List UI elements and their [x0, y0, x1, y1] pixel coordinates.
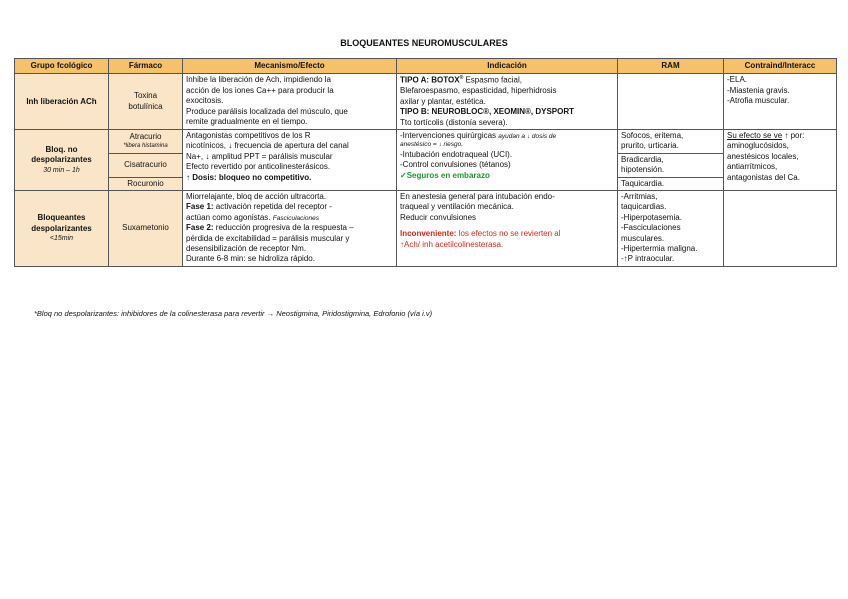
indication-cell: TIPO A: BOTOX® Espasmo facial, Blefaroespasmo, espasticidad, hiperhidrosis axilar y plantar, estética. TIPO B: NEUROBLOC®, XEOMIN®, DYSPORT Tto tortícolis (distonía severa). — [397, 74, 618, 130]
indication-cell: -Intervenciones quirúrgicas ayudan a ↓ dosis de anestésico = ↓ riesgo. -Intubación endotraqueal (UCI). -Control convulsiones (tétanos) ✓Seguros en embarazo — [397, 130, 618, 191]
footnote: *Bloq no despolarizantes: inhibidores de la colinesterasa para revertir → Neostigmina, Piridostigmina, Edrofonio (vía i.v) — [34, 309, 433, 318]
group-cell: Bloqueantes despolarizantes <15min — [15, 190, 109, 266]
drug-cell-cisatracurio: Cisatracurio — [109, 153, 183, 177]
table-row — [15, 130, 837, 154]
ram-cell: Sofocos, eritema, prurito, urticaria. — [618, 130, 724, 154]
header-indication: Indicación — [397, 59, 618, 74]
group-cell: Bloq. no despolarizantes 30 min – 1h — [15, 130, 109, 191]
ram-cell: Bradicardia, hipotensión. — [618, 153, 724, 177]
header-contraind: Contraind/Interacc — [724, 59, 837, 74]
ram-cell — [618, 74, 724, 130]
mechanism-cell: Inhibe la liberación de Ach, impidiendo la acción de los iones Ca++ para producir la exocitosis. Produce parálisis localizada del músculo, que remite gradualmente en el tiempo. — [183, 74, 397, 130]
indication-cell: En anestesia general para intubación endo- traqueal y ventilación mecánica. Reducir convulsiones Inconveniente: los efectos no se revierten al ↑Ach/ inh acetilcolinesterasa. — [397, 190, 618, 266]
mechanism-cell: Antagonistas competitivos de los R nicotínicos, ↓ frecuencia de apertura del canal Na+, ↓ amplitud PPT = parálisis muscular Efecto revertido por anticolinesterásicos. ↑ Dosis: bloqueo no competitivo. — [183, 130, 397, 191]
drug-cell: Toxina botulínica — [109, 74, 183, 130]
contraind-cell: Su efecto se ve ↑ por: aminoglucósidos, anestésicos locales, antiarrítmicos, antagonistas del Ca. — [724, 130, 837, 191]
header-ram: RAM — [618, 59, 724, 74]
table-header-row — [15, 59, 837, 74]
page-title: BLOQUEANTES NEUROMUSCULARES — [340, 38, 508, 48]
ram-cell: Taquicardia. — [618, 177, 724, 190]
table-row — [15, 74, 837, 130]
contraind-cell — [724, 190, 837, 266]
mechanism-cell: Miorrelajante, bloq de acción ultracorta. Fase 1: activación repetida del receptor - actúan como agonistas. Fasciculaciones Fase 2: reducción progresiva de la respuesta – pérdida de excitabilidad = parálisis muscular y desensibilización de receptor Nm. Durante 6-8 min: se hidroliza rápido. — [183, 190, 397, 266]
contraind-cell: -ELA. -Miastenia gravis. -Atrofia muscular. — [724, 74, 837, 130]
table-row — [15, 190, 837, 266]
header-group: Grupo fcológico — [15, 59, 109, 74]
drug-cell-atracurio: Atracurio *libera histamina — [109, 130, 183, 154]
header-mechanism: Mecanismo/Efecto — [183, 59, 397, 74]
drug-table — [14, 58, 837, 267]
header-drug: Fármaco — [109, 59, 183, 74]
drug-cell-rocuronio: Rocuronio — [109, 177, 183, 190]
group-cell: Inh liberación ACh — [15, 74, 109, 130]
drug-cell: Suxametonio — [109, 190, 183, 266]
ram-cell: -Arritmias, taquicardias. -Hiperpotasemia. -Fasciculaciones musculares. -Hipertermia maligna. -↑P intraocular. — [618, 190, 724, 266]
